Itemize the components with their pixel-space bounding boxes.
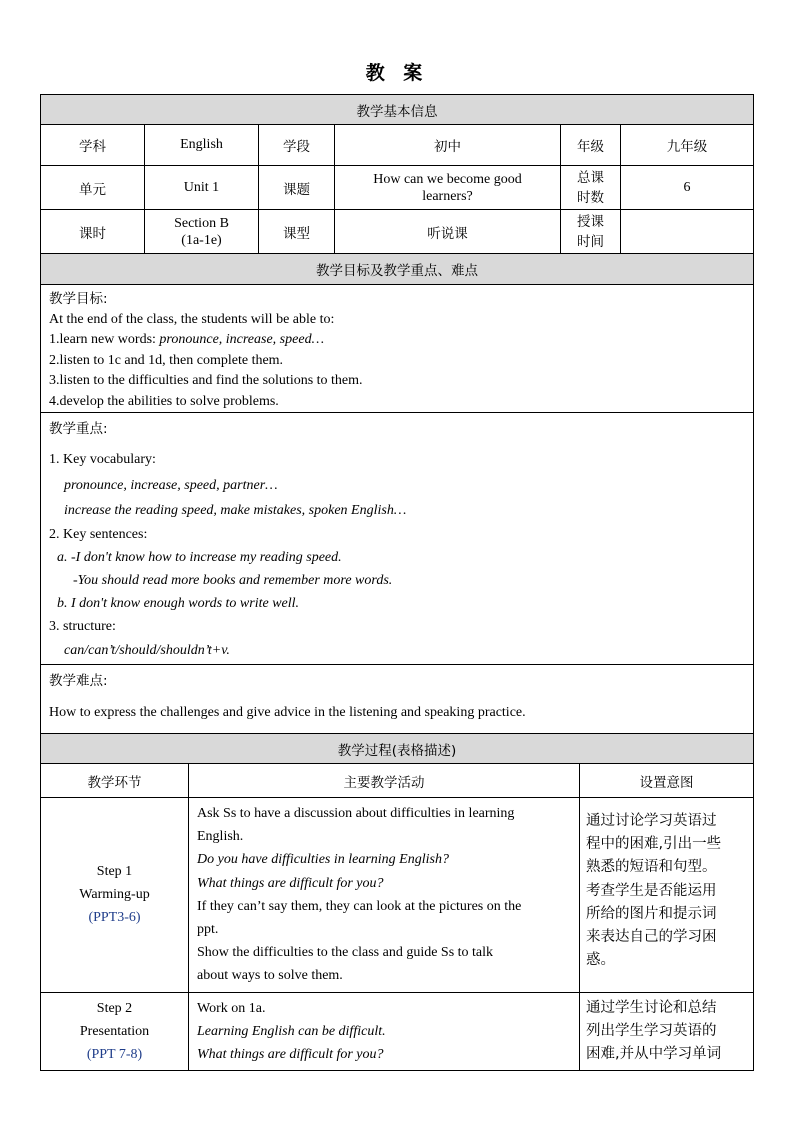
total-hours-label-line-2: 时数 <box>577 189 604 206</box>
unit-value: Unit 1 <box>145 166 259 210</box>
intent-line: 列出学生学习英语的 <box>586 1022 717 1039</box>
activity-line: What things are difficult for you? <box>197 875 384 891</box>
intent-line: 惑。 <box>586 952 615 969</box>
type-value: 听说课 <box>335 210 561 254</box>
objective-4: 4.develop the abilities to solve problems. <box>49 393 279 409</box>
key-vocab-phrases: increase the reading speed, make mistakes, spoken English… <box>64 503 407 518</box>
activity-line: English. <box>197 829 244 845</box>
step-number: Step 2 <box>96 1000 133 1016</box>
step-name: Presentation <box>79 1023 150 1039</box>
key-sentence-a-response: -You should read more books and remember more words. <box>73 573 393 588</box>
key-vocab-heading: 1. Key vocabulary: <box>49 452 156 467</box>
period-line-1: Section B <box>174 215 229 231</box>
key-vocab-words: pronounce, increase, speed, partner… <box>64 478 278 493</box>
key-sentence-b: b. I don't know enough words to write well. <box>57 596 300 611</box>
grade-label: 年级 <box>561 125 621 166</box>
intent-line: 程中的困难,引出一些 <box>586 836 722 853</box>
structure-form: can/can’t/should/shouldn’t+v. <box>64 643 230 658</box>
column-header-intent: 设置意图 <box>580 764 754 798</box>
type-label: 课型 <box>259 210 335 254</box>
process-table <box>40 733 754 1071</box>
intent-line: 困难,并从中学习单词 <box>586 1046 722 1063</box>
column-header-step: 教学环节 <box>41 764 189 798</box>
activity-cell <box>189 992 580 1071</box>
goals-header: 教学目标及教学重点、难点 <box>41 254 754 285</box>
intent-line: 来表达自己的学习困 <box>586 929 717 946</box>
key-points-block <box>41 413 754 665</box>
activity-line: Learning English can be difficult. <box>197 1023 386 1039</box>
unit-label: 单元 <box>41 166 145 210</box>
basic-info-table <box>40 94 754 254</box>
objectives-block <box>41 285 754 413</box>
intent-line: 所给的图片和提示词 <box>586 905 717 922</box>
activity-line: Work on 1a. <box>197 1000 266 1016</box>
step-cell <box>41 992 189 1071</box>
document-title: 教 案 <box>365 62 429 84</box>
intent-line: 考查学生是否能运用 <box>586 882 717 899</box>
total-hours-label-line-1: 总课 <box>577 169 604 186</box>
basic-info-header: 教学基本信息 <box>41 95 754 125</box>
process-row-step-1 <box>41 798 754 993</box>
step-number: Step 1 <box>96 864 133 879</box>
intent-line: 通过讨论学习英语过 <box>586 813 717 829</box>
intent-line: 通过学生讨论和总结 <box>586 999 717 1016</box>
objective-3: 3.listen to the difficulties and find the solutions to them. <box>49 373 363 388</box>
time-value <box>621 210 754 254</box>
objective-1 <box>49 330 745 351</box>
activity-line: about ways to solve them. <box>197 968 343 984</box>
activity-line: ppt. <box>197 922 219 938</box>
subject-label: 学科 <box>41 125 145 166</box>
step-cell <box>41 798 189 993</box>
topic-value <box>335 166 561 210</box>
topic-line-1: How can we become good <box>373 171 522 187</box>
process-row-step-2 <box>41 992 754 1071</box>
activity-line: If they can’t say them, they can look at the pictures on the <box>197 898 522 914</box>
period-label: 课时 <box>41 210 145 254</box>
topic-line-2: learners? <box>422 188 473 204</box>
intent-cell <box>580 992 754 1071</box>
topic-label: 课题 <box>259 166 335 210</box>
time-label-line-1: 授课 <box>577 213 604 230</box>
intent-cell <box>580 798 754 993</box>
time-label <box>561 210 621 254</box>
objective-2: 2.listen to 1c and 1d, then complete them. <box>49 352 284 368</box>
stage-label: 学段 <box>259 125 335 166</box>
goals-table <box>40 253 754 735</box>
time-label-line-2: 时间 <box>577 233 604 250</box>
difficult-points-label: 教学难点: <box>49 673 108 689</box>
objectives-label: 教学目标: <box>49 291 108 307</box>
intent-line: 熟悉的短语和句型。 <box>586 859 717 876</box>
difficult-points-text: How to express the challenges and give advice in the listening and speaking practice. <box>49 705 526 720</box>
stage-value: 初中 <box>335 125 561 166</box>
period-line-2: (1a-1e) <box>181 232 222 248</box>
activity-line: Ask Ss to have a discussion about difficulties in learning <box>197 806 515 821</box>
activity-line: What things are difficult for you? <box>197 1047 384 1063</box>
key-points-label: 教学重点: <box>49 421 108 437</box>
step-ppt-range: (PPT 7-8) <box>86 1047 143 1063</box>
column-header-activity: 主要教学活动 <box>189 764 580 798</box>
objectives-intro: At the end of the class, the students will be able to: <box>49 311 335 327</box>
activity-line: Show the difficulties to the class and guide Ss to talk <box>197 945 494 961</box>
difficult-points-block <box>41 665 754 735</box>
period-value <box>145 210 259 254</box>
total-hours-label <box>561 166 621 210</box>
grade-value: 九年级 <box>621 125 754 166</box>
subject-value: English <box>145 125 259 166</box>
key-sentence-a: a. -I don't know how to increase my reading speed. <box>57 550 342 565</box>
objective-1-prefix: 1.learn new words: <box>49 332 160 347</box>
objective-1-words: pronounce, increase, speed… <box>159 332 325 347</box>
structure-heading: 3. structure: <box>49 619 116 634</box>
step-ppt-range: (PPT3-6) <box>88 910 141 926</box>
process-header: 教学过程(表格描述) <box>41 734 754 764</box>
total-hours-value: 6 <box>621 166 754 210</box>
step-name: Warming-up <box>79 887 150 903</box>
activity-cell <box>189 798 580 993</box>
activity-line: Do you have difficulties in learning English? <box>197 852 449 868</box>
key-sentences-heading: 2. Key sentences: <box>49 527 148 542</box>
